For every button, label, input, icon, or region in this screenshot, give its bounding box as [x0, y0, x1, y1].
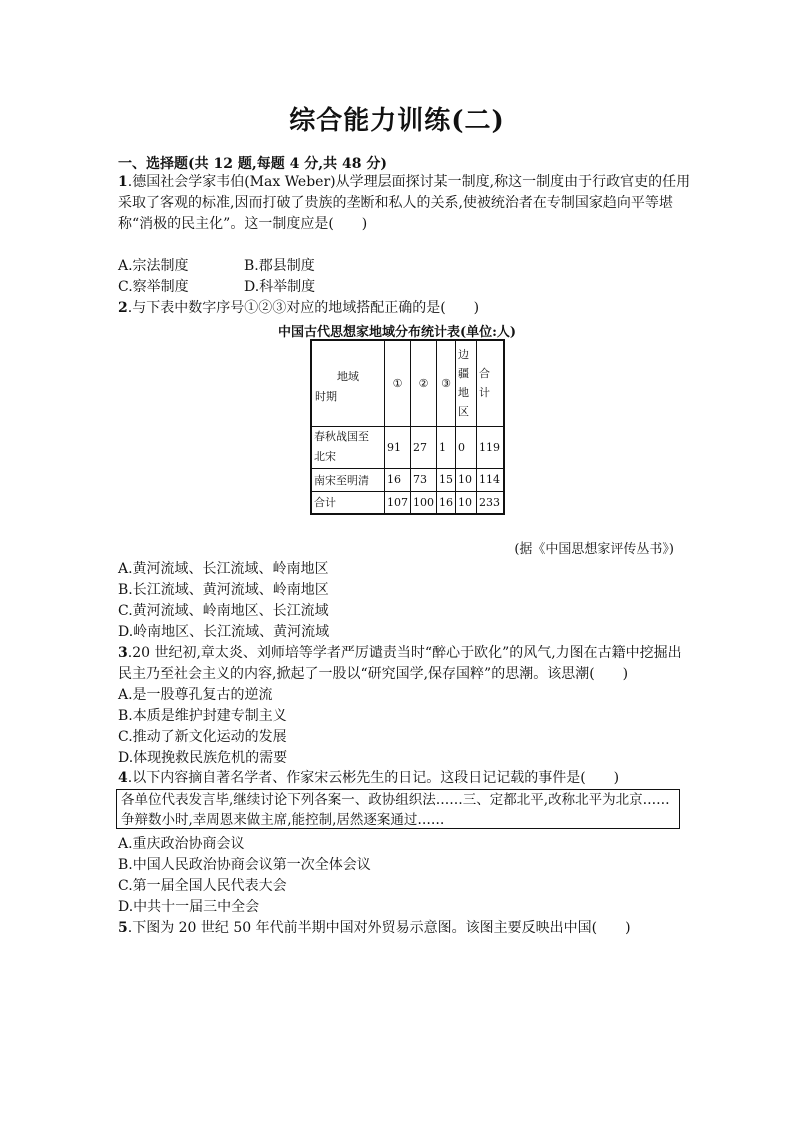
- question-2-line-1: 2.与下表中数字序号①②③对应的地域搭配正确的是( ): [118, 300, 480, 316]
- table-cell: 100: [411, 491, 437, 514]
- option-c[interactable]: C.察举制度: [118, 279, 189, 295]
- table-row: [311, 426, 504, 468]
- table-cell: 107: [385, 491, 411, 514]
- table-cell: 1: [437, 426, 456, 468]
- diary-quote-box: [116, 789, 680, 829]
- table-cell: 16: [437, 491, 456, 514]
- option-b[interactable]: B.中国人民政治协商会议第一次全体会议: [118, 857, 371, 873]
- table-header-col2: ②: [411, 340, 437, 426]
- table-cell: 0: [456, 426, 477, 468]
- question-number: 2: [118, 300, 128, 316]
- question-3-line-2: 民主乃至社会主义的内容,掀起了一股以“研究国学,保存国粹”的思潮。该思潮( ): [118, 666, 629, 682]
- question-number: 3: [118, 645, 128, 661]
- question-1-options-row-1: [118, 256, 370, 276]
- table-cell-period: 南宋至明清: [311, 468, 385, 491]
- option-a[interactable]: A.黄河流域、长江流域、岭南地区: [118, 561, 329, 577]
- table-cell-period: 春秋战国至 北宋: [311, 426, 385, 468]
- table-cell: 233: [477, 491, 505, 514]
- table-header-corner: 地域 时期: [311, 340, 385, 426]
- question-1-line-2: 采取了客观的标准,因而打破了贵族的垄断和私人的关系,使被统治者在专制国家趋向平等堪: [118, 195, 673, 211]
- table-cell: 10: [456, 468, 477, 491]
- table-header-col4: 边 疆 地 区: [456, 340, 477, 426]
- table-cell-period: 合计: [311, 491, 385, 514]
- question-number: 4: [118, 770, 128, 786]
- table-header-col1: ①: [385, 340, 411, 426]
- page-title: 综合能力训练(二): [289, 106, 505, 136]
- table-row: [311, 491, 504, 514]
- table-cell: 27: [411, 426, 437, 468]
- quote-line: 争辩数小时,幸周恩来做主席,能控制,居然逐案通过……: [121, 812, 445, 828]
- option-b[interactable]: B.郡县制度: [244, 258, 315, 274]
- table-header-col5: 合 计: [477, 340, 505, 426]
- table-cell: 10: [456, 491, 477, 514]
- table-cell: 119: [477, 426, 505, 468]
- statistics-table: [310, 339, 505, 515]
- table-row: [311, 468, 504, 491]
- table-cell: 114: [477, 468, 505, 491]
- question-number: 5: [118, 920, 128, 936]
- question-4-line-1: 4.以下内容摘自著名学者、作家宋云彬先生的日记。这段日记记载的事件是( ): [118, 770, 620, 786]
- question-3-line-1: 3.20 世纪初,章太炎、刘师培等学者严厉谴责当时“醉心于欧化”的风气,力图在古籍中挖掘出: [118, 645, 682, 661]
- option-c[interactable]: C.推动了新文化运动的发展: [118, 729, 287, 745]
- option-d[interactable]: D.中共十一届三中全会: [118, 899, 260, 915]
- table-cell: 73: [411, 468, 437, 491]
- option-d[interactable]: D.科举制度: [244, 279, 316, 295]
- table-cell: 16: [385, 468, 411, 491]
- option-b[interactable]: B.本质是维护封建专制主义: [118, 708, 287, 724]
- option-a[interactable]: A.是一股尊孔复古的逆流: [118, 687, 273, 703]
- option-b[interactable]: B.长江流域、黄河流域、岭南地区: [118, 582, 329, 598]
- question-number: 1: [118, 174, 128, 190]
- option-a[interactable]: A.宗法制度: [118, 258, 189, 274]
- option-c[interactable]: C.黄河流域、岭南地区、长江流域: [118, 603, 329, 619]
- table-header-col3: ③: [437, 340, 456, 426]
- question-1-line-3: 称“消极的民主化”。这一制度应是( ): [118, 216, 368, 232]
- question-1-line-1: 1.德国社会学家韦伯(Max Weber)从学理层面探讨某一制度,称这一制度由于行政官吏的任用: [118, 174, 691, 190]
- table-cell: 91: [385, 426, 411, 468]
- question-1-options-row-2: [118, 277, 370, 297]
- question-5-line-1: 5.下图为 20 世纪 50 年代前半期中国对外贸易示意图。该图主要反映出中国( ): [118, 920, 631, 936]
- table-caption: 中国古代思想家地域分布统计表(单位:人): [277, 325, 517, 340]
- option-d[interactable]: D.岭南地区、长江流域、黄河流域: [118, 624, 330, 640]
- option-d[interactable]: D.体现挽救民族危机的需要: [118, 750, 288, 766]
- section-heading: 一、选择题(共 12 题,每题 4 分,共 48 分): [118, 156, 387, 172]
- option-a[interactable]: A.重庆政治协商会议: [118, 836, 245, 852]
- option-c[interactable]: C.第一届全国人民代表大会: [118, 878, 287, 894]
- quote-line: 各单位代表发言毕,继续讨论下列各案一、政协组织法……三、定都北平,改称北平为北京……: [121, 792, 670, 808]
- table-cell: 15: [437, 468, 456, 491]
- table-source: (据《中国思想家评传丛书》): [514, 542, 674, 557]
